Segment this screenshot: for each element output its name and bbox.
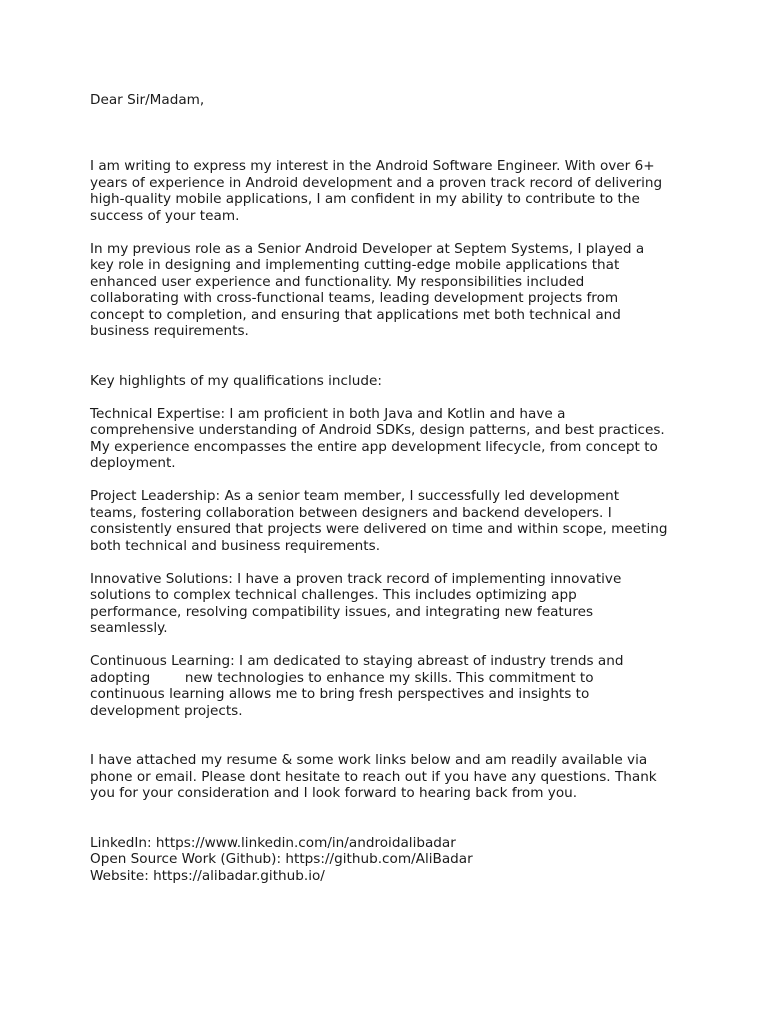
paragraph-line: Continuous Learning: I am dedicated to staying abreast of industry trends and [90,653,624,669]
technical-expertise-paragraph [90,406,690,472]
linkedin-line [90,835,690,852]
highlights-intro [90,373,690,390]
github-link[interactable]: https://github.com/AliBadar [285,851,473,867]
paragraph-line: consistently ensured that projects were delivered on time and within scope, meeting [90,521,668,537]
paragraph-line: deployment. [90,455,176,471]
github-label: Open Source Work (Github): [90,851,286,867]
salutation-text: Dear Sir/Madam, [90,92,205,108]
paragraph-line: you for your consideration and I look forward to hearing back from you. [90,785,578,801]
paragraph-line: Technical Expertise: I am proficient in both Java and Kotlin and have a [90,405,566,422]
paragraph-line: Key highlights of my qualifications include: [90,372,382,389]
paragraph-line: phone or email. Please dont hesitate to reach out if you have any questions. Thank [90,768,657,785]
spacer [90,389,690,406]
spacer [90,340,690,373]
project-leadership-paragraph [90,488,690,554]
previous-role-paragraph [90,241,690,340]
spacer [90,719,690,752]
paragraph-line: adopting new technologies to enhance my skills. This commitment to [90,669,594,686]
spacer [90,109,690,142]
paragraph-line: Project Leadership: As a senior team member, I successfully led development [90,488,620,504]
paragraph-line: In my previous role as a Senior Android Developer at Septem Systems, I played a [90,240,645,257]
paragraph-line: solutions to complex technical challenges. This includes optimizing app [90,587,577,603]
paragraph-line: enhanced user experience and functionality. My responsibilities included [90,273,585,290]
website-line [90,868,690,885]
paragraph-line: teams, fostering collaboration between designers and backend developers. I [90,504,612,521]
paragraph-line: success of your team. [90,207,240,224]
paragraph-line: key role in designing and implementing cutting-edge mobile applications that [90,257,620,273]
paragraph-line: concept to completion, and ensuring that applications met both technical and [90,306,621,323]
paragraph-line: years of experience in Android development and a proven track record of delivering [90,174,663,191]
spacer [90,637,690,654]
paragraph-line: My experience encompasses the entire app development lifecycle, from concept to [90,438,658,455]
spacer [90,554,690,571]
links-section [90,835,690,885]
paragraph-line: Innovative Solutions: I have a proven track record of implementing innovative [90,570,622,587]
paragraph-line: I have attached my resume & some work links below and am readily available via [90,752,648,768]
letter-page [90,92,690,884]
paragraph-line: seamlessly. [90,620,168,636]
spacer [90,802,690,835]
github-line [90,851,690,868]
spacer [90,142,690,159]
paragraph-line: both technical and business requirements. [90,537,381,554]
paragraph-line: business requirements. [90,323,249,339]
linkedin-label: LinkedIn: [90,834,156,851]
paragraph-line: collaborating with cross-functional teams, leading development projects from [90,290,619,306]
spacer [90,224,690,241]
spacer [90,472,690,489]
continuous-learning-paragraph [90,653,690,719]
paragraph-line: continuous learning allows me to bring fresh perspectives and insights to [90,686,590,702]
paragraph-line: comprehensive understanding of Android SDKs, design patterns, and best practices. [90,422,665,438]
paragraph-line: I am writing to express my interest in the Android Software Engineer. With over 6+ [90,158,655,174]
paragraph-line: high-quality mobile applications, I am confident in my ability to contribute to the [90,191,640,207]
innovative-solutions-paragraph [90,571,690,637]
linkedin-link[interactable]: https://www.linkedin.com/in/androidalibadar [155,834,456,851]
website-link[interactable]: https://alibadar.github.io/ [153,867,325,884]
salutation [90,92,690,109]
intro-paragraph [90,158,690,224]
closing-paragraph [90,752,690,802]
website-label: Website: [90,867,154,884]
paragraph-line: performance, resolving compatibility issues, and integrating new features [90,603,594,620]
paragraph-line: development projects. [90,702,243,719]
